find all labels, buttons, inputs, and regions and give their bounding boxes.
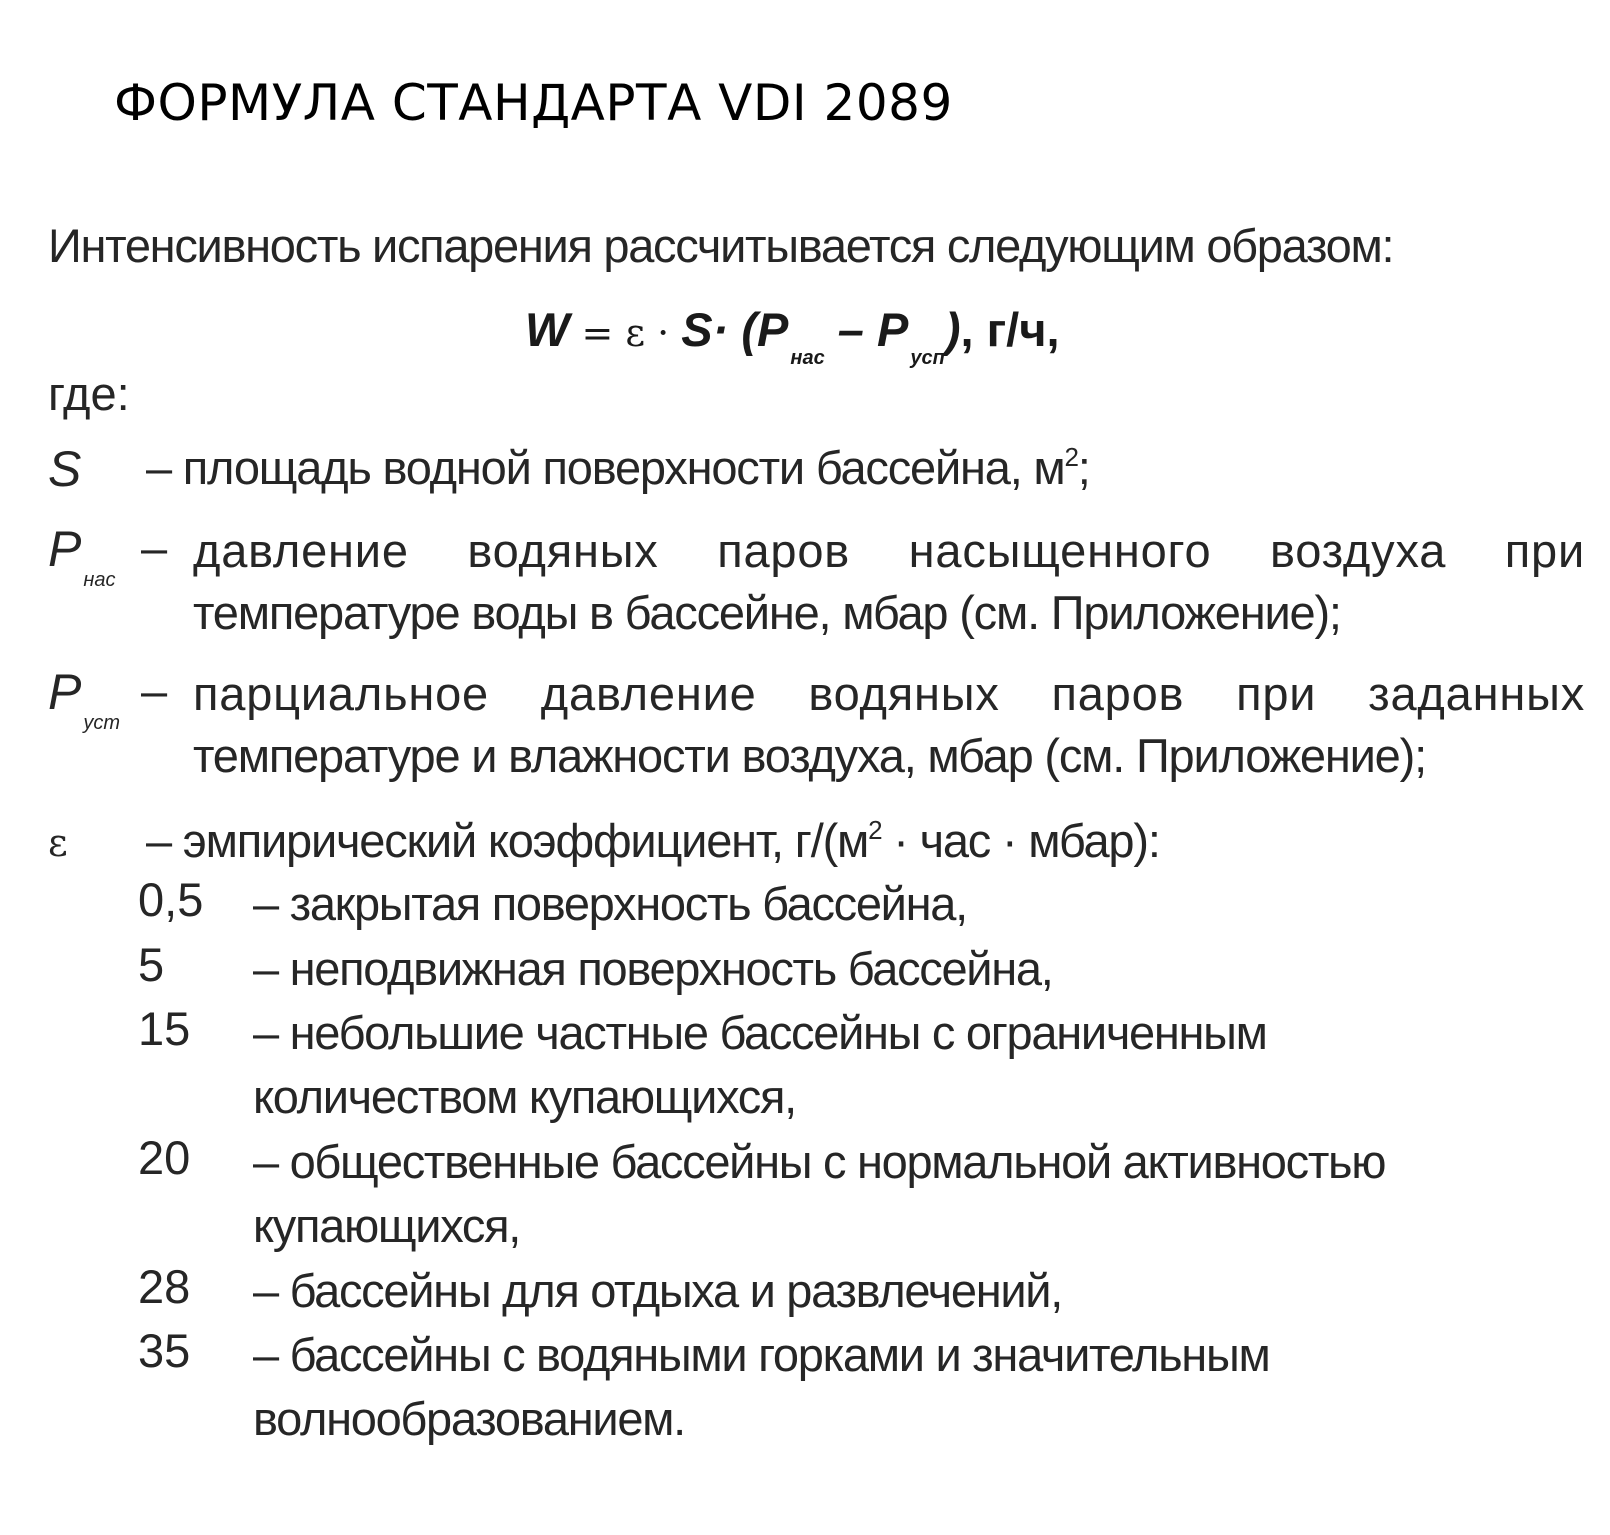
page-title: ФОРМУЛА СТАНДАРТА VDI 2089 [114, 74, 953, 132]
definition-s-end: ; [1077, 441, 1090, 494]
definition-s-body: площадь водной поверхности бассейна, м [170, 441, 1065, 494]
formula-p-nas: P [757, 303, 789, 356]
coefficient-value: 15 [138, 1002, 191, 1055]
definition-p-ust-line2: температуре и влажности воздуха, мбар (см. Приложение); [193, 729, 1426, 782]
coefficient-text: – небольшие частные бассейны с ограниченным количеством купающихся, [253, 1006, 1267, 1123]
coefficient-text: – бассейны для отдыха и развлечений, [253, 1264, 1063, 1317]
definition-eps-body: эмпирический коэффициент, г/(м [170, 814, 869, 867]
definition-p-nas-line1: давление водяных паров насыщенного воздуха при [193, 524, 1585, 577]
coefficient-item [138, 1001, 1538, 1131]
symbol-p-ust-letter: P [48, 664, 82, 720]
definition-p-ust [48, 663, 1588, 793]
symbol-eps: ε [48, 821, 68, 865]
coefficient-text: – общественные бассейны с нормальной активностью купающихся, [253, 1135, 1386, 1252]
coefficient-item [138, 937, 1538, 997]
symbol-p-nas [48, 520, 116, 591]
evaporation-formula [525, 302, 1060, 369]
coefficient-item [138, 1323, 1538, 1453]
symbol-p-ust [48, 663, 121, 734]
intro-text: Интенсивность испарения рассчитывается следующим образом: [48, 219, 1394, 272]
where-label: где: [48, 367, 130, 420]
coefficient-value: 28 [138, 1260, 191, 1313]
symbol-p-nas-sub: нас [83, 569, 116, 591]
definition-eps-text [146, 813, 1160, 868]
definition-p-ust-dash: – [141, 664, 168, 717]
formula-close: ) [944, 303, 961, 356]
coefficient-text: – бассейны с водяными горками и значительным волнообразованием. [253, 1328, 1270, 1445]
definition-p-ust-line1: парциальное давление водяных паров при заданных [193, 667, 1585, 720]
definition-eps [48, 813, 1548, 873]
definition-eps-dash: – [146, 814, 171, 867]
definition-s [48, 440, 1548, 500]
definition-eps-sup: 2 [868, 815, 882, 845]
formula-dot-paren: · ( [712, 303, 758, 356]
formula-s: S [681, 303, 713, 356]
definition-p-nas-dash: – [141, 521, 168, 574]
formula-p-nas-sub: нас [790, 347, 825, 369]
definition-s-text [146, 440, 1090, 495]
coefficient-value: 35 [138, 1324, 191, 1377]
coefficient-value: 0,5 [138, 873, 204, 926]
definition-p-nas-line2: температуре воды в бассейне, мбар (см. Приложение); [193, 586, 1341, 639]
formula-p-ust: P [876, 303, 909, 356]
definition-s-dash: – [146, 441, 171, 494]
coefficient-item [138, 1259, 1538, 1319]
definition-s-sup: 2 [1064, 442, 1078, 472]
coefficient-value: 5 [138, 938, 165, 991]
definition-p-nas [48, 520, 1588, 650]
formula-units: , г/ч, [960, 303, 1060, 356]
formula-eq-eps: = ε · [569, 311, 682, 355]
symbol-s: S [48, 441, 82, 497]
symbol-p-ust-sub: уст [83, 712, 121, 734]
symbol-p-nas-letter: P [48, 521, 82, 577]
coefficient-item [138, 1130, 1538, 1260]
formula-p-ust-sub: усп [910, 347, 945, 369]
definition-eps-end: · час · мбар): [881, 814, 1160, 867]
definition-p-ust-text [193, 663, 1585, 787]
coefficient-item [138, 872, 1538, 932]
coefficient-value: 20 [138, 1131, 191, 1184]
formula-minus: – [824, 303, 877, 356]
definition-p-nas-text [193, 520, 1585, 644]
coefficient-text: – неподвижная поверхность бассейна, [253, 942, 1053, 995]
formula-w: W [525, 303, 570, 356]
coefficient-text: – закрытая поверхность бассейна, [253, 877, 967, 930]
